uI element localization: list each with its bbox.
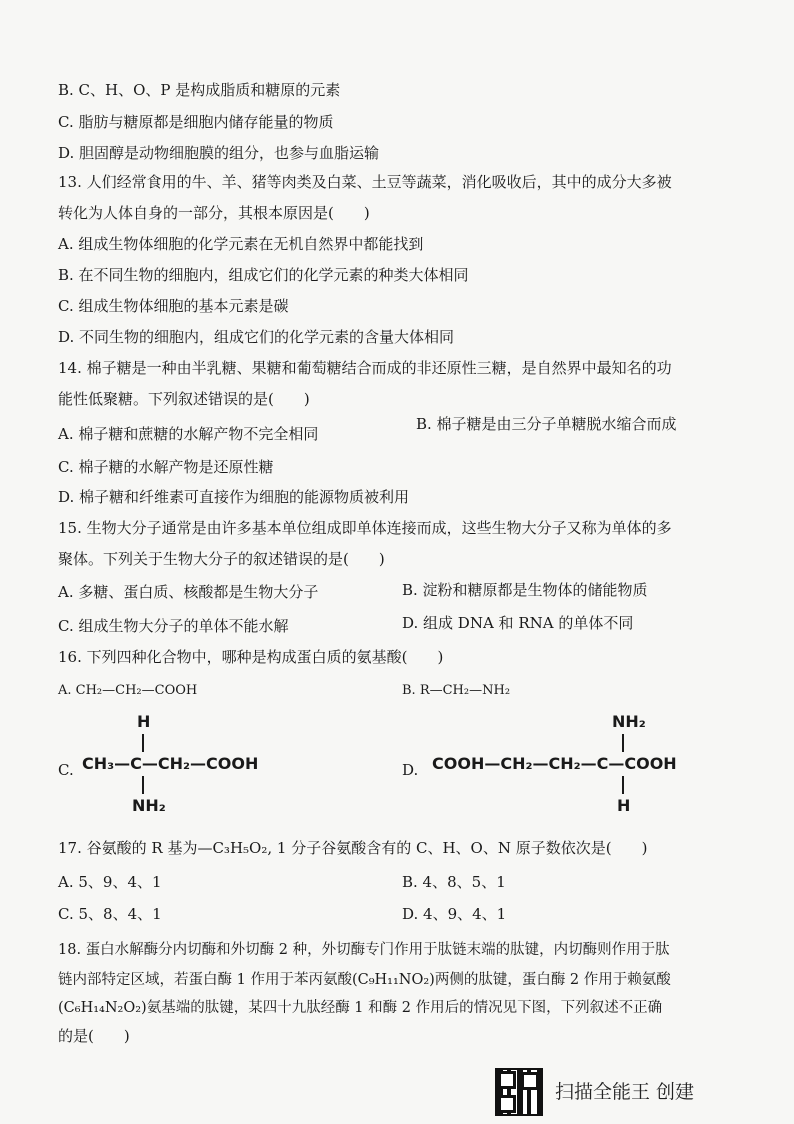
c-main-chain: CH₃—C—CH₂—COOH [82, 754, 259, 773]
option-12C: C. 脂肪与糖原都是细胞内储存能量的物质 [58, 113, 334, 131]
d-main-chain: COOH—CH₂—CH₂—C—COOH [432, 754, 677, 773]
option-13A: A. 组成生物体细胞的化学元素在无机自然界中都能找到 [58, 235, 424, 253]
option-17C: C. 5、8、4、1 [58, 905, 162, 923]
question-15-stem-2: 聚体。下列关于生物大分子的叙述错误的是( ) [58, 550, 385, 568]
question-17-stem: 17. 谷氨酸的 R 基为—C₃H₅O₂, 1 分子谷氨酸含有的 C、H、O、N 原子数依次是( ) [58, 839, 648, 857]
option-17D: D. 4、9、4、1 [402, 905, 507, 923]
question-18-stem-1: 18. 蛋白水解酶分内切酶和外切酶 2 种，外切酶专门作用于肽链末端的肽键，内切酶则作用于肽 [58, 942, 670, 958]
d-hydrogen: H [617, 796, 631, 815]
d-amino-group: NH₂ [612, 712, 646, 731]
option-14D: D. 棉子糖和纤维素可直接作为细胞的能源物质被利用 [58, 488, 410, 506]
option-15B: B. 淀粉和糖原都是生物体的储能物质 [402, 581, 648, 599]
option-16D-structure [432, 712, 722, 822]
question-18-stem-4: 的是( ) [58, 1027, 130, 1045]
option-15A: A. 多糖、蛋白质、核酸都是生物大分子 [58, 583, 319, 601]
question-15-stem-1: 15. 生物大分子通常是由许多基本单位组成即单体连接而成，这些生物大分子又称为单体的多 [58, 519, 672, 537]
option-16C-label: C. [58, 761, 74, 779]
option-15D: D. 组成 DNA 和 RNA 的单体不同 [402, 614, 634, 632]
option-13D: D. 不同生物的细胞内，组成它们的化学元素的含量大体相同 [58, 328, 455, 346]
scanner-watermark: 扫描全能王 创建 [555, 1081, 695, 1103]
option-12B: B. C、H、O、P 是构成脂质和糖原的元素 [58, 81, 341, 99]
option-13C: C. 组成生物体细胞的基本元素是碳 [58, 297, 289, 315]
option-17A: A. 5、9、4、1 [58, 873, 162, 891]
question-14-stem-1: 14. 棉子糖是一种由半乳糖、果糖和葡萄糖结合而成的非还原性三糖，是自然界中最知名的功 [58, 359, 672, 377]
option-16B: B. R—CH₂—NH₂ [402, 683, 511, 698]
option-16D-label: D. [402, 761, 419, 779]
option-16A: A. CH₂—CH₂—COOH [58, 683, 198, 698]
question-18-stem-2: 链内部特定区域，若蛋白酶 1 作用于苯丙氨酸(C₉H₁₁NO₂)两侧的肽键，蛋白酶 2 作用于赖氨酸 [58, 972, 671, 988]
option-17B: B. 4、8、5、1 [402, 873, 506, 891]
question-18-stem-3: (C₆H₁₄N₂O₂)氨基端的肽键，某四十九肽经酶 1 和酶 2 作用后的情况见下图，下列叙述不正确 [58, 1000, 663, 1016]
c-hydrogen: H [137, 712, 151, 731]
option-12D: D. 胆固醇是动物细胞膜的组分，也参与血脂运输 [58, 144, 380, 162]
question-14-stem-2: 能性低聚糖。下列叙述错误的是( ) [58, 390, 310, 408]
question-16-stem: 16. 下列四种化合物中，哪种是构成蛋白质的氨基酸( ) [58, 648, 444, 666]
question-13-stem-2: 转化为人体自身的一部分，其根本原因是( ) [58, 204, 370, 222]
c-amino-group: NH₂ [132, 796, 166, 815]
option-15C: C. 组成生物大分子的单体不能水解 [58, 617, 289, 635]
option-16C-structure [82, 712, 302, 822]
question-13-stem-1: 13. 人们经常食用的牛、羊、猪等肉类及白菜、土豆等蔬菜，消化吸收后，其中的成分大多被 [58, 173, 672, 191]
option-14A: A. 棉子糖和蔗糖的水解产物不完全相同 [58, 425, 319, 443]
option-14C: C. 棉子糖的水解产物是还原性糖 [58, 458, 274, 476]
option-13B: B. 在不同生物的细胞内，组成它们的化学元素的种类大体相同 [58, 266, 469, 284]
qr-code-icon [495, 1068, 543, 1116]
option-14B: B. 棉子糖是由三分子单糖脱水缩合而成 [416, 415, 677, 433]
